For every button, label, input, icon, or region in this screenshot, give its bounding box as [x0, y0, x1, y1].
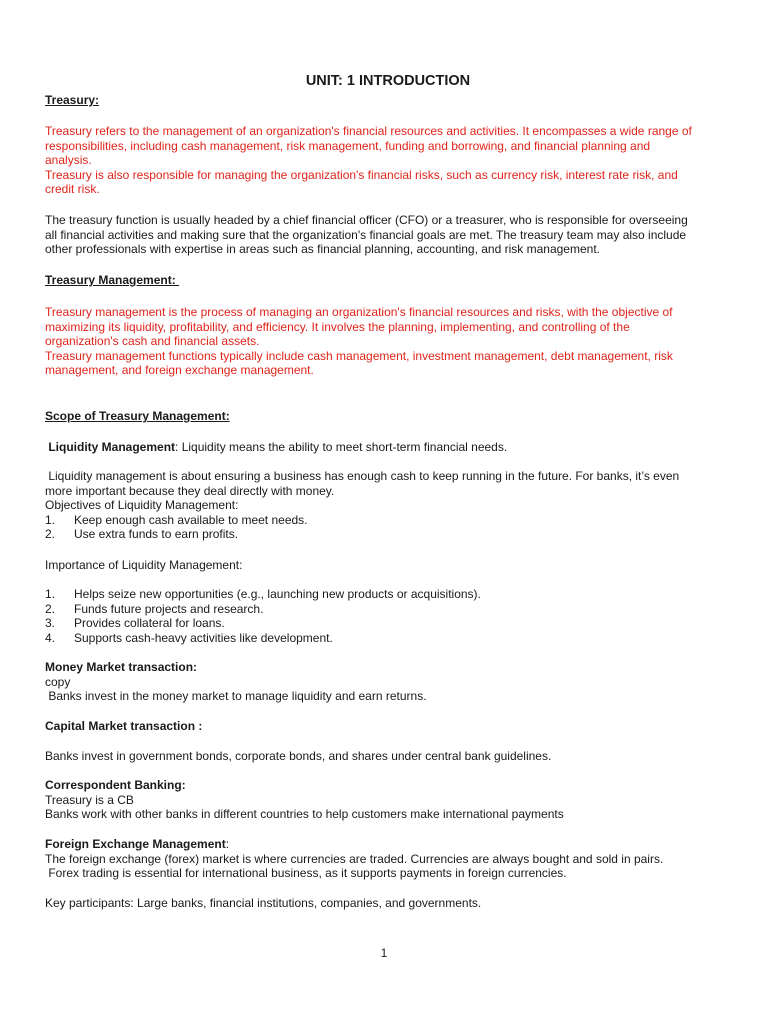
list-item: 1. Keep enough cash available to meet needs.	[45, 512, 308, 527]
text-line: Liquidity management is about ensuring a business has enough cash to keep running in the future. For banks, it’s even	[45, 469, 680, 483]
list-item: 2. Funds future projects and research.	[45, 601, 264, 616]
text-line: Banks work with other banks in different countries to help customers make international payments	[45, 807, 564, 822]
liquidity-label: Liquidity Management	[48, 440, 176, 454]
text-line: copy	[45, 674, 71, 689]
correspondent-heading: Correspondent Banking:	[45, 778, 186, 792]
text-line: Banks invest in the money market to manage liquidity and earn returns.	[45, 689, 427, 704]
text-line: management, and foreign exchange management.	[45, 363, 314, 378]
liquidity-definition	[45, 440, 735, 455]
text-line: more important because they deal directly with money.	[45, 483, 335, 498]
money-market-section	[45, 660, 735, 704]
page-number: 1	[380, 946, 388, 960]
money-market-heading: Money Market transaction:	[45, 660, 198, 674]
text-line: Treasury refers to the management of an organization's financial resources and activities. It encompasses a wide range of	[45, 124, 692, 138]
list-item: 4. Supports cash-heavy activities like development.	[45, 630, 333, 645]
importance-heading: Importance of Liquidity Management:	[45, 558, 243, 572]
text-line: Treasury is also responsible for managing the organization's financial risks, such as currency risk, interest rate risk, and	[45, 167, 678, 182]
text-line: organization's cash and financial assets.	[45, 334, 260, 349]
forex-heading: Foreign Exchange Management	[45, 837, 226, 851]
key-participants: Key participants: Large banks, financial institutions, companies, and governments.	[45, 896, 482, 910]
objectives-heading: Objectives of Liquidity Management:	[45, 498, 239, 513]
text-line: The treasury function is usually headed by a chief financial officer (CFO) or a treasurer, who is responsible for overseeing	[45, 213, 688, 227]
text-line: maximizing its liquidity, profitability, and efficiency. It involves the planning, implementing, and controlling of the	[45, 319, 630, 334]
treasury-management-heading: Treasury Management:	[45, 273, 180, 287]
capital-market-text: Banks invest in government bonds, corporate bonds, and shares under central bank guidelines.	[45, 749, 552, 763]
list-item: 3. Provides collateral for loans.	[45, 616, 225, 631]
text-line: all financial activities and making sure that the organization's financial goals are met. The treasury team may also include	[45, 227, 687, 242]
capital-market-heading: Capital Market transaction :	[45, 719, 203, 733]
correspondent-section	[45, 778, 735, 822]
liquidity-definition-text: : Liquidity means the ability to meet short-term financial needs.	[175, 440, 508, 454]
text-line: analysis.	[45, 153, 92, 168]
forex-heading-suffix: :	[225, 837, 230, 851]
treasury-function-paragraph	[45, 213, 735, 257]
list-item: 1. Helps seize new opportunities (e.g., launching new products or acquisitions).	[45, 587, 481, 601]
text-line: other professionals with expertise in areas such as financial planning, accounting, and risk management.	[45, 242, 600, 257]
treasury-definition	[45, 124, 735, 197]
text-line: Forex trading is essential for international business, as it supports payments in foreign currencies.	[45, 866, 567, 881]
treasury-management-definition	[45, 305, 735, 378]
liquidity-paragraph	[45, 469, 735, 542]
treasury-heading: Treasury:	[45, 93, 100, 107]
scope-heading: Scope of Treasury Management:	[45, 409, 230, 423]
forex-section	[45, 837, 735, 881]
text-line: Treasury management is the process of managing an organization's financial resources and risks, with the objective of	[45, 305, 673, 319]
page-title: UNIT: 1 INTRODUCTION	[305, 73, 471, 89]
text-line: Treasury is a CB	[45, 792, 134, 807]
text-line: Treasury management functions typically include cash management, investment management, debt management, risk	[45, 348, 673, 363]
importance-list	[45, 587, 735, 645]
text-line: The foreign exchange (forex) market is where currencies are traded. Currencies are always bought and sold in pairs.	[45, 851, 664, 866]
text-line: responsibilities, including cash management, risk management, funding and borrowing, and financial planning and	[45, 138, 651, 153]
text-line: credit risk.	[45, 182, 100, 197]
list-item: 2. Use extra funds to earn profits.	[45, 527, 239, 542]
